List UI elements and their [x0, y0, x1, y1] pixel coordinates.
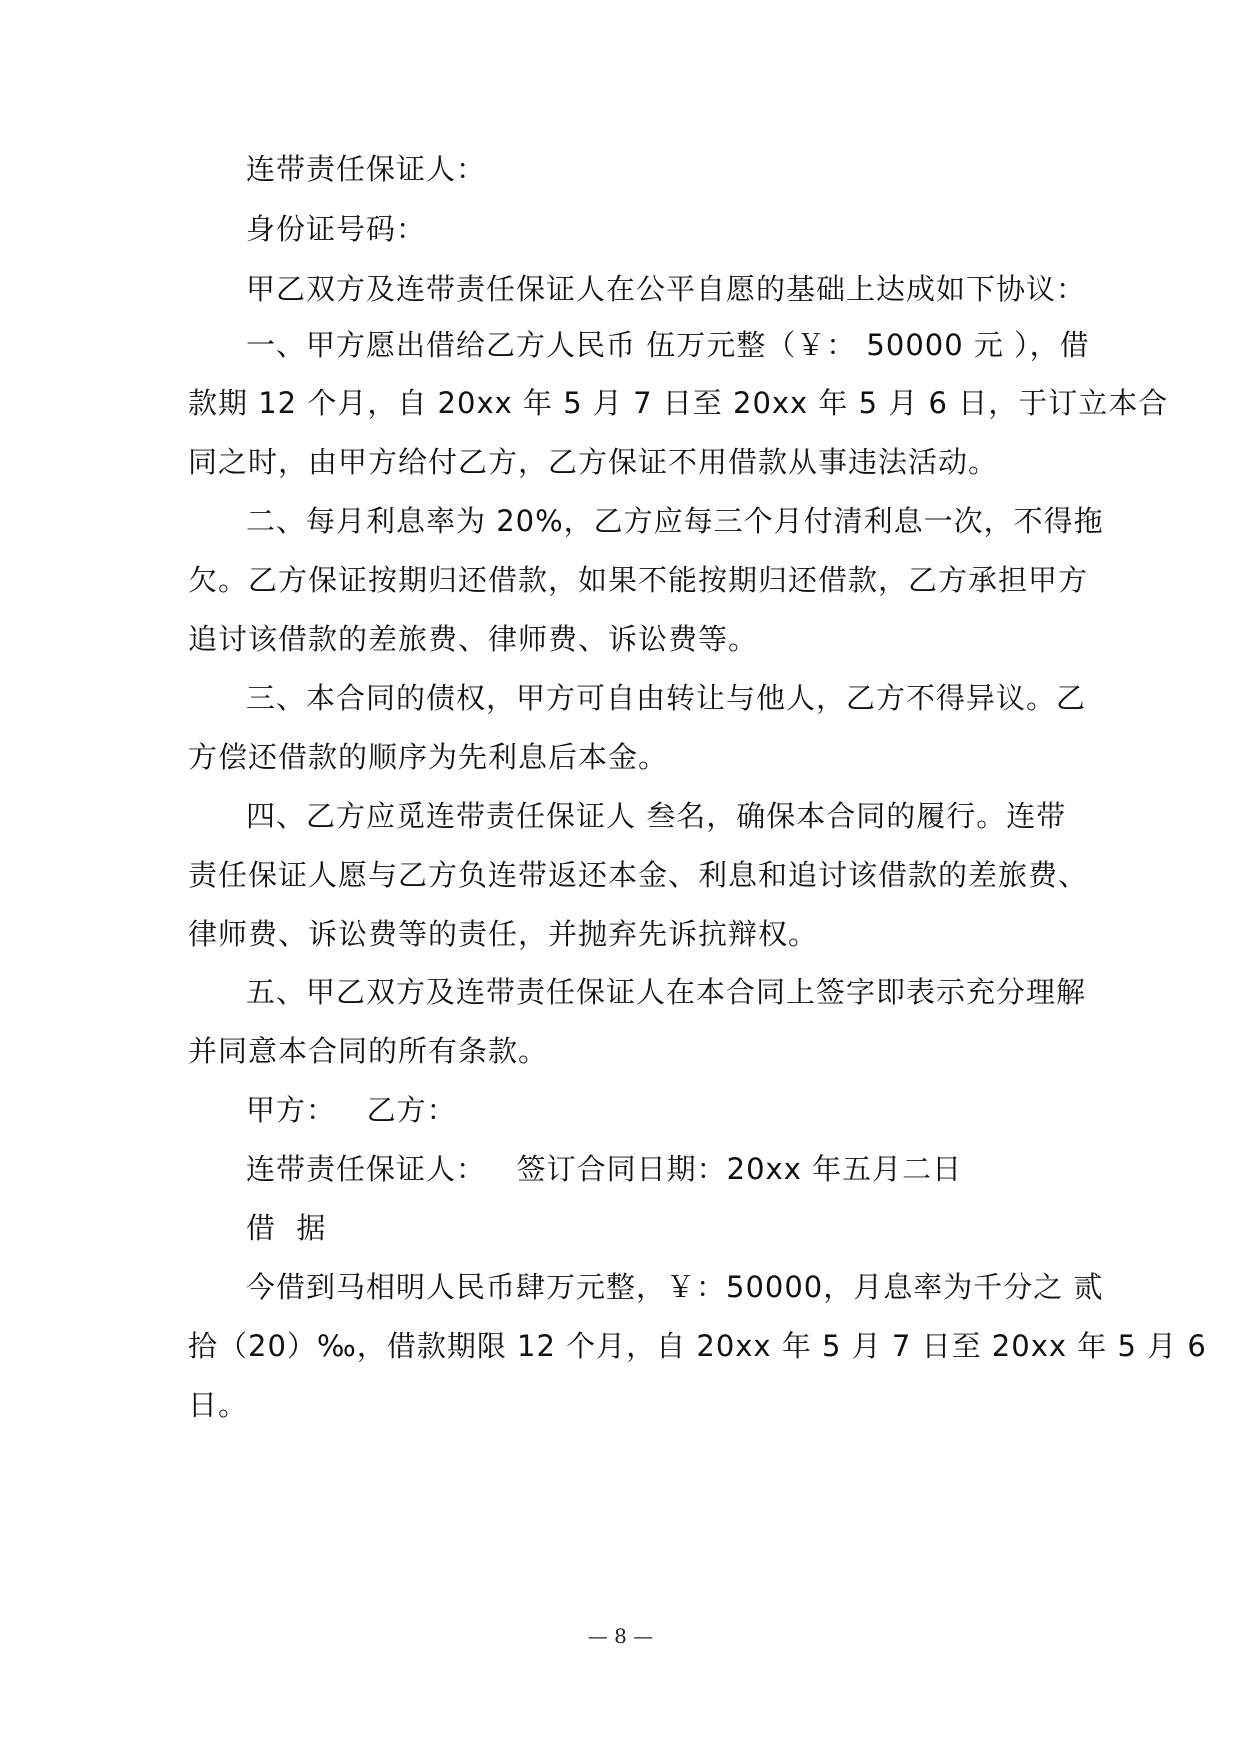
page-number: — 8 — [587, 1624, 654, 1648]
clause-4-line-1: 四、乙方应觅连带责任保证人 叁名，确保本合同的履行。连带 [246, 799, 1067, 833]
clause-4-line-3: 律师费、诉讼费等的责任，并抛弃先诉抗辩权。 [188, 917, 819, 951]
iou-line-1: 今借到马相明人民币肆万元整，￥：50000，月息率为千分之 贰 [246, 1270, 1104, 1304]
iou-line-3: 日。 [188, 1388, 249, 1422]
guarantor-label: 连带责任保证人： [246, 152, 487, 186]
clause-3-line-1: 三、本合同的债权，甲方可自由转让与他人，乙方不得异议。乙 [246, 681, 1087, 715]
iou-line-2: 拾（20）‰，借款期限 12 个月，自 20xx 年 5 月 7 日至 20xx 年 5 月 6 [188, 1329, 1207, 1363]
clause-5-line-1: 五、甲乙双方及连带责任保证人在本合同上签字即表示充分理解 [246, 975, 1087, 1009]
clause-1-line-2: 款期 12 个月，自 20xx 年 5 月 7 日至 20xx 年 5 月 6 日，于订立本合 [188, 386, 1169, 420]
clause-4-line-2: 责任保证人愿与乙方负连带返还本金、利息和追讨该借款的差旅费、 [188, 858, 1089, 892]
clause-2-line-2: 欠。乙方保证按期归还借款，如果不能按期归还借款，乙方承担甲方 [188, 563, 1089, 597]
agreement-intro: 甲乙双方及连带责任保证人在公平自愿的基础上达成如下协议： [246, 272, 1087, 306]
clause-3-line-2: 方偿还借款的顺序为先利息后本金。 [188, 740, 669, 774]
iou-title: 借 据 [246, 1211, 327, 1245]
clause-1-line-3: 同之时，由甲方给付乙方，乙方保证不用借款从事违法活动。 [188, 445, 999, 479]
clause-5-line-2: 并同意本合同的所有条款。 [188, 1034, 549, 1068]
party-signatures: 甲方： 乙方： [246, 1093, 457, 1127]
clause-1-line-1: 一、甲方愿出借给乙方人民币 伍万元整（￥： 50000 元 ），借 [246, 328, 1090, 362]
clause-2-line-1: 二、每月利息率为 20%，乙方应每三个月付清利息一次，不得拖 [246, 504, 1104, 538]
guarantor-and-date: 连带责任保证人： 签订合同日期：20xx 年五月二日 [246, 1152, 963, 1186]
id-number-label: 身份证号码： [246, 212, 427, 246]
clause-2-line-3: 追讨该借款的差旅费、律师费、诉讼费等。 [188, 622, 759, 656]
